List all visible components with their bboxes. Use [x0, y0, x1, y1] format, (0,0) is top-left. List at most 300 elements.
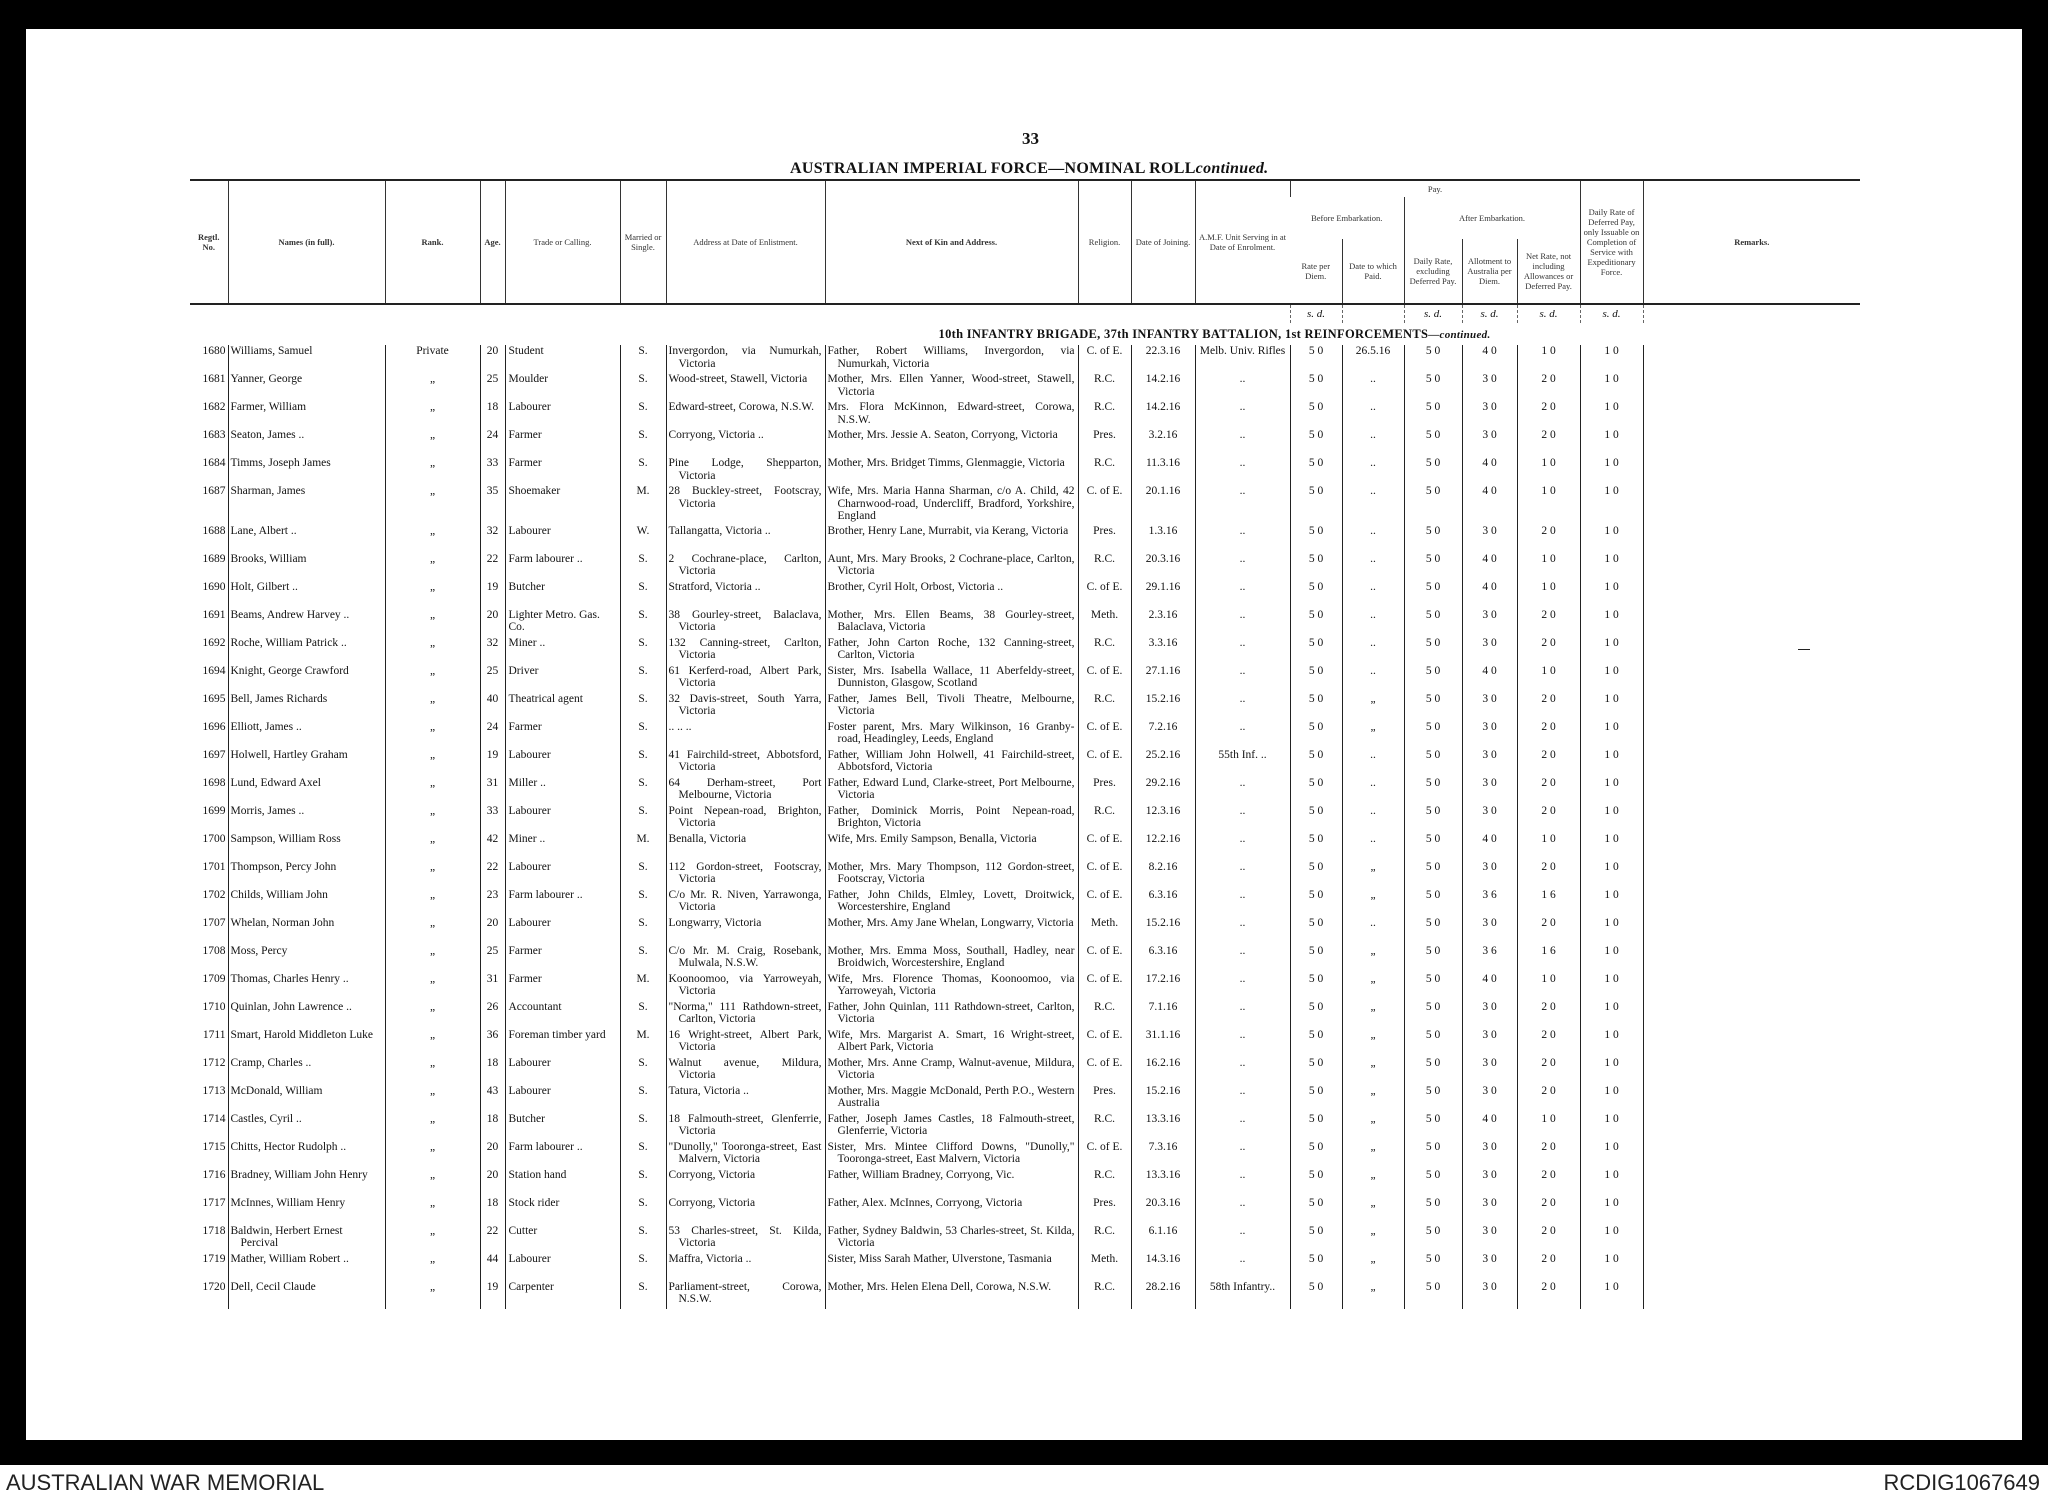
cell-date-paid: ..	[1342, 777, 1404, 805]
cell-religion: C. of E.	[1078, 861, 1131, 889]
cell-remarks	[1643, 1197, 1860, 1225]
cell-remarks	[1643, 581, 1860, 609]
cell-next-of-kin: Father, John Carton Roche, 132 Canning-street, Carlton, Victoria	[825, 637, 1078, 665]
cell-rate-per-diem: 5 0	[1290, 457, 1342, 485]
cell-religion: C. of E.	[1078, 345, 1131, 373]
header-address: Address at Date of Enlistment.	[666, 180, 825, 304]
cell-religion: Meth.	[1078, 609, 1131, 637]
table-row	[190, 973, 1860, 1001]
cell-address: .. .. ..	[666, 721, 825, 749]
cell-next-of-kin: Father, Joseph James Castles, 18 Falmouth-street, Glenferrie, Victoria	[825, 1113, 1078, 1141]
cell-address: Maffra, Victoria ..	[666, 1253, 825, 1281]
cell-rank: „	[385, 1113, 480, 1141]
cell-daily-rate: 5 0	[1404, 553, 1462, 581]
cell-daily-rate: 5 0	[1404, 693, 1462, 721]
cell-name: Seaton, James ..	[228, 429, 385, 457]
cell-religion: C. of E.	[1078, 1141, 1131, 1169]
cell-age: 18	[480, 1113, 505, 1141]
cell-trade: Student	[505, 345, 620, 373]
cell-date-paid: ..	[1342, 637, 1404, 665]
cell-religion: R.C.	[1078, 1281, 1131, 1309]
cell-date-paid: ..	[1342, 581, 1404, 609]
cell-rank: „	[385, 401, 480, 429]
cell-allotment: 3 0	[1462, 637, 1517, 665]
cell-address: Stratford, Victoria ..	[666, 581, 825, 609]
cell-trade: Labourer	[505, 1085, 620, 1113]
cell-remarks	[1643, 1001, 1860, 1029]
cell-date-paid: „	[1342, 945, 1404, 973]
cell-remarks	[1643, 777, 1860, 805]
cell-next-of-kin: Mother, Mrs. Emma Moss, Southall, Hadley, near Broidwich, Worcestershire, England	[825, 945, 1078, 973]
cell-allotment: 3 0	[1462, 721, 1517, 749]
cell-date-joining: 8.2.16	[1131, 861, 1195, 889]
cell-date-joining: 25.2.16	[1131, 749, 1195, 777]
cell-rate-per-diem: 5 0	[1290, 581, 1342, 609]
cell-religion: R.C.	[1078, 553, 1131, 581]
cell-remarks	[1643, 889, 1860, 917]
cell-address: 64 Derham-street, Port Melbourne, Victoria	[666, 777, 825, 805]
cell-trade: Butcher	[505, 581, 620, 609]
cell-deferred-rate: 1 0	[1580, 889, 1643, 917]
cell-trade: Stock rider	[505, 1197, 620, 1225]
cell-trade: Farm labourer ..	[505, 889, 620, 917]
cell-remarks	[1643, 693, 1860, 721]
cell-name: McInnes, William Henry	[228, 1197, 385, 1225]
cell-religion: Meth.	[1078, 1253, 1131, 1281]
cell-religion: C. of E.	[1078, 749, 1131, 777]
table-row	[190, 1253, 1860, 1281]
cell-name: Sampson, William Ross	[228, 833, 385, 861]
cell-net-rate: 2 0	[1517, 525, 1580, 553]
cell-regt-no: 1714	[202, 1112, 226, 1125]
cell-date-paid: ..	[1342, 749, 1404, 777]
cell-amf-unit: ..	[1195, 553, 1290, 581]
cell-regt-no: 1699	[202, 804, 226, 817]
cell-rank: „	[385, 693, 480, 721]
cell-amf-unit: ..	[1195, 429, 1290, 457]
cell-address: Walnut avenue, Mildura, Victoria	[666, 1057, 825, 1085]
cell-allotment: 3 0	[1462, 805, 1517, 833]
cell-daily-rate: 5 0	[1404, 833, 1462, 861]
cell-address: 2 Cochrane-place, Carlton, Victoria	[666, 553, 825, 581]
page-number: 33	[1022, 129, 1039, 148]
table-row	[190, 861, 1860, 889]
cell-daily-rate: 5 0	[1404, 345, 1462, 373]
cell-rank: „	[385, 525, 480, 553]
cell-date-joining: 31.1.16	[1131, 1029, 1195, 1057]
cell-allotment: 4 0	[1462, 553, 1517, 581]
cell-religion: C. of E.	[1078, 1057, 1131, 1085]
cell-name: Bradney, William John Henry	[228, 1169, 385, 1197]
unit-sd: s. d.	[1580, 304, 1643, 323]
cell-amf-unit: ..	[1195, 1169, 1290, 1197]
cell-regt-no: 1708	[202, 944, 226, 957]
cell-deferred-rate: 1 0	[1580, 1281, 1643, 1309]
table-row	[190, 525, 1860, 553]
cell-next-of-kin: Father, John Childs, Elmley, Lovett, Droitwick, Worcestershire, England	[825, 889, 1078, 917]
cell-daily-rate: 5 0	[1404, 1253, 1462, 1281]
cell-address: 32 Davis-street, South Yarra, Victoria	[666, 693, 825, 721]
cell-married-status: S.	[620, 889, 666, 917]
cell-trade: Labourer	[505, 1057, 620, 1085]
cell-married-status: S.	[620, 945, 666, 973]
cell-date-joining: 20.3.16	[1131, 1197, 1195, 1225]
cell-amf-unit: ..	[1195, 1197, 1290, 1225]
cell-rate-per-diem: 5 0	[1290, 1281, 1342, 1309]
cell-rate-per-diem: 5 0	[1290, 749, 1342, 777]
cell-rate-per-diem: 5 0	[1290, 485, 1342, 525]
cell-net-rate: 1 0	[1517, 485, 1580, 525]
cell-date-joining: 15.2.16	[1131, 917, 1195, 945]
header-amf-unit: A.M.F. Unit Serving in at Date of Enrolment.	[1195, 180, 1290, 304]
cell-allotment: 3 0	[1462, 401, 1517, 429]
cell-regt-no: 1691	[202, 608, 226, 621]
cell-regt-no: 1701	[202, 860, 226, 873]
cell-regt-no: 1715	[202, 1140, 226, 1153]
cell-rank: „	[385, 1253, 480, 1281]
cell-net-rate: 2 0	[1517, 861, 1580, 889]
cell-remarks	[1643, 1113, 1860, 1141]
cell-deferred-rate: 1 0	[1580, 401, 1643, 429]
cell-deferred-rate: 1 0	[1580, 833, 1643, 861]
cell-name: Childs, William John	[228, 889, 385, 917]
cell-rate-per-diem: 5 0	[1290, 1029, 1342, 1057]
cell-regt-no: 1718	[202, 1224, 226, 1237]
cell-deferred-rate: 1 0	[1580, 917, 1643, 945]
cell-daily-rate: 5 0	[1404, 665, 1462, 693]
cell-name: Baldwin, Herbert Ernest Percival	[228, 1225, 385, 1253]
cell-amf-unit: ..	[1195, 401, 1290, 429]
cell-amf-unit: ..	[1195, 777, 1290, 805]
cell-remarks	[1643, 485, 1860, 525]
cell-age: 42	[480, 833, 505, 861]
cell-amf-unit: ..	[1195, 945, 1290, 973]
cell-daily-rate: 5 0	[1404, 749, 1462, 777]
cell-remarks	[1643, 457, 1860, 485]
cell-rank: „	[385, 805, 480, 833]
unit-sd: s. d.	[1404, 304, 1462, 323]
cell-age: 23	[480, 889, 505, 917]
cell-regt-no: 1681	[202, 373, 226, 385]
cell-religion: R.C.	[1078, 1113, 1131, 1141]
cell-rate-per-diem: 5 0	[1290, 1197, 1342, 1225]
table-row	[190, 401, 1860, 429]
cell-regt-no: 1713	[202, 1084, 226, 1097]
cell-amf-unit: ..	[1195, 889, 1290, 917]
cell-deferred-rate: 1 0	[1580, 457, 1643, 485]
cell-religion: C. of E.	[1078, 485, 1131, 525]
cell-regt-no: 1684	[202, 457, 226, 469]
cell-rank: „	[385, 861, 480, 889]
cell-rate-per-diem: 5 0	[1290, 1085, 1342, 1113]
table-row	[190, 637, 1860, 665]
cell-net-rate: 2 0	[1517, 693, 1580, 721]
cell-trade: Lighter Metro. Gas. Co.	[505, 609, 620, 637]
cell-allotment: 3 6	[1462, 945, 1517, 973]
table-row	[190, 373, 1860, 401]
cell-rate-per-diem: 5 0	[1290, 777, 1342, 805]
cell-rank: „	[385, 485, 480, 525]
cell-amf-unit: ..	[1195, 1029, 1290, 1057]
cell-net-rate: 1 6	[1517, 889, 1580, 917]
cell-address: Corryong, Victoria	[666, 1197, 825, 1225]
cell-address: 53 Charles-street, St. Kilda, Victoria	[666, 1225, 825, 1253]
cell-allotment: 4 0	[1462, 833, 1517, 861]
cell-allotment: 3 0	[1462, 1281, 1517, 1309]
cell-next-of-kin: Mother, Mrs. Ellen Beams, 38 Gourley-street, Balaclava, Victoria	[825, 609, 1078, 637]
cell-date-paid: „	[1342, 973, 1404, 1001]
cell-amf-unit: ..	[1195, 525, 1290, 553]
cell-daily-rate: 5 0	[1404, 609, 1462, 637]
cell-address: Point Nepean-road, Brighton, Victoria	[666, 805, 825, 833]
cell-daily-rate: 5 0	[1404, 945, 1462, 973]
cell-date-joining: 14.2.16	[1131, 373, 1195, 401]
cell-rank: „	[385, 373, 480, 401]
page-title	[790, 160, 1268, 178]
cell-regt-no: 1720	[202, 1280, 226, 1293]
cell-date-joining: 14.2.16	[1131, 401, 1195, 429]
cell-age: 18	[480, 1197, 505, 1225]
cell-remarks	[1643, 861, 1860, 889]
cell-religion: R.C.	[1078, 1001, 1131, 1029]
cell-rank: „	[385, 917, 480, 945]
cell-rate-per-diem: 5 0	[1290, 917, 1342, 945]
cell-rank: „	[385, 1197, 480, 1225]
cell-name: Elliott, James ..	[228, 721, 385, 749]
cell-trade: Carpenter	[505, 1281, 620, 1309]
cell-name: Farmer, William	[228, 401, 385, 429]
cell-religion: C. of E.	[1078, 581, 1131, 609]
cell-age: 25	[480, 945, 505, 973]
cell-date-paid: ..	[1342, 485, 1404, 525]
cell-date-joining: 13.3.16	[1131, 1169, 1195, 1197]
cell-remarks	[1643, 553, 1860, 581]
cell-allotment: 4 0	[1462, 345, 1517, 373]
header-trade: Trade or Calling.	[505, 180, 620, 304]
cell-deferred-rate: 1 0	[1580, 1001, 1643, 1029]
header-date-paid: Date to which Paid.	[1342, 239, 1404, 304]
cell-religion: Pres.	[1078, 777, 1131, 805]
cell-allotment: 3 0	[1462, 1169, 1517, 1197]
cell-address: C/o Mr. R. Niven, Yarrawonga, Victoria	[666, 889, 825, 917]
table-row	[190, 1141, 1860, 1169]
cell-rank: „	[385, 777, 480, 805]
cell-address: Invergordon, via Numurkah, Victoria	[666, 345, 825, 373]
cell-date-paid: 26.5.16	[1342, 345, 1404, 373]
cell-date-joining: 7.2.16	[1131, 721, 1195, 749]
cell-rank: „	[385, 1085, 480, 1113]
cell-daily-rate: 5 0	[1404, 889, 1462, 917]
cell-married-status: S.	[620, 553, 666, 581]
cell-rate-per-diem: 5 0	[1290, 1113, 1342, 1141]
cell-net-rate: 1 0	[1517, 581, 1580, 609]
cell-name: Bell, James Richards	[228, 693, 385, 721]
cell-net-rate: 2 0	[1517, 1281, 1580, 1309]
cell-regt-no: 1712	[202, 1056, 226, 1069]
cell-married-status: S.	[620, 721, 666, 749]
cell-allotment: 4 0	[1462, 485, 1517, 525]
cell-trade: Accountant	[505, 1001, 620, 1029]
cell-next-of-kin: Father, Edward Lund, Clarke-street, Port Melbourne, Victoria	[825, 777, 1078, 805]
cell-regt-no: 1697	[202, 748, 226, 761]
cell-amf-unit: ..	[1195, 917, 1290, 945]
cell-rank: „	[385, 1001, 480, 1029]
cell-date-paid: „	[1342, 1197, 1404, 1225]
cell-deferred-rate: 1 0	[1580, 1253, 1643, 1281]
cell-allotment: 3 0	[1462, 693, 1517, 721]
cell-married-status: W.	[620, 525, 666, 553]
table-row	[190, 917, 1860, 945]
cell-remarks	[1643, 401, 1860, 429]
cell-daily-rate: 5 0	[1404, 861, 1462, 889]
cell-married-status: S.	[620, 1141, 666, 1169]
header-before-embarkation: Before Embarkation.	[1311, 213, 1383, 223]
cell-married-status: M.	[620, 1029, 666, 1057]
cell-deferred-rate: 1 0	[1580, 581, 1643, 609]
cell-regt-no: 1695	[202, 692, 226, 705]
cell-next-of-kin: Wife, Mrs. Emily Sampson, Benalla, Victoria	[825, 833, 1078, 861]
table-row	[190, 1057, 1860, 1085]
cell-next-of-kin: Father, Robert Williams, Invergordon, via Numurkah, Victoria	[825, 345, 1078, 373]
cell-deferred-rate: 1 0	[1580, 749, 1643, 777]
cell-religion: R.C.	[1078, 1169, 1131, 1197]
cell-address: Longwarry, Victoria	[666, 917, 825, 945]
cell-address: "Norma," 111 Rathdown-street, Carlton, Victoria	[666, 1001, 825, 1029]
nominal-roll-table	[190, 179, 1860, 1309]
unit-sd: s. d.	[1517, 304, 1580, 323]
cell-net-rate: 1 0	[1517, 1113, 1580, 1141]
table-row	[190, 609, 1860, 637]
cell-trade: Miner ..	[505, 833, 620, 861]
cell-deferred-rate: 1 0	[1580, 805, 1643, 833]
cell-net-rate: 2 0	[1517, 749, 1580, 777]
cell-address: Corryong, Victoria ..	[666, 429, 825, 457]
cell-name: Quinlan, John Lawrence ..	[228, 1001, 385, 1029]
cell-remarks	[1643, 429, 1860, 457]
cell-rank: „	[385, 749, 480, 777]
cell-trade: Butcher	[505, 1113, 620, 1141]
cell-date-paid: ..	[1342, 609, 1404, 637]
cell-remarks	[1643, 1281, 1860, 1309]
cell-married-status: S.	[620, 429, 666, 457]
cell-age: 19	[480, 749, 505, 777]
cell-rate-per-diem: 5 0	[1290, 1057, 1342, 1085]
cell-date-paid: „	[1342, 721, 1404, 749]
cell-date-joining: 1.3.16	[1131, 525, 1195, 553]
cell-next-of-kin: Brother, Cyril Holt, Orbost, Victoria ..	[825, 581, 1078, 609]
cell-age: 24	[480, 721, 505, 749]
table-body	[190, 345, 1860, 1309]
cell-trade: Shoemaker	[505, 485, 620, 525]
cell-date-paid: ..	[1342, 373, 1404, 401]
cell-net-rate: 1 0	[1517, 345, 1580, 373]
cell-net-rate: 1 0	[1517, 457, 1580, 485]
cell-daily-rate: 5 0	[1404, 805, 1462, 833]
cell-next-of-kin: Sister, Mrs. Isabella Wallace, 11 Aberfeldy-street, Dunniston, Glasgow, Scotland	[825, 665, 1078, 693]
cell-religion: C. of E.	[1078, 973, 1131, 1001]
cell-age: 44	[480, 1253, 505, 1281]
cell-address: 112 Gordon-street, Footscray, Victoria	[666, 861, 825, 889]
cell-amf-unit: ..	[1195, 457, 1290, 485]
cell-age: 18	[480, 401, 505, 429]
cell-next-of-kin: Mother, Mrs. Anne Cramp, Walnut-avenue, Mildura, Victoria	[825, 1057, 1078, 1085]
cell-amf-unit: ..	[1195, 637, 1290, 665]
cell-regt-no: 1707	[202, 916, 226, 929]
cell-date-joining: 28.2.16	[1131, 1281, 1195, 1309]
cell-rank: „	[385, 1169, 480, 1197]
cell-age: 25	[480, 665, 505, 693]
cell-trade: Station hand	[505, 1169, 620, 1197]
cell-rank: „	[385, 609, 480, 637]
cell-rate-per-diem: 5 0	[1290, 861, 1342, 889]
cell-daily-rate: 5 0	[1404, 429, 1462, 457]
footer-bar	[0, 1465, 2048, 1501]
cell-age: 22	[480, 861, 505, 889]
table-row	[190, 721, 1860, 749]
cell-remarks	[1643, 373, 1860, 401]
cell-allotment: 3 0	[1462, 777, 1517, 805]
cell-amf-unit: ..	[1195, 861, 1290, 889]
cell-rate-per-diem: 5 0	[1290, 973, 1342, 1001]
cell-married-status: S.	[620, 665, 666, 693]
cell-age: 20	[480, 609, 505, 637]
cell-regt-no: 1690	[202, 580, 226, 593]
cell-address: Benalla, Victoria	[666, 833, 825, 861]
cell-next-of-kin: Father, Dominick Morris, Point Nepean-road, Brighton, Victoria	[825, 805, 1078, 833]
table-row	[190, 457, 1860, 485]
cell-address: Corryong, Victoria	[666, 1169, 825, 1197]
cell-daily-rate: 5 0	[1404, 777, 1462, 805]
cell-address: 38 Gourley-street, Balaclava, Victoria	[666, 609, 825, 637]
cell-regt-no: 1689	[202, 552, 226, 565]
cell-married-status: S.	[620, 749, 666, 777]
cell-regt-no: 1711	[202, 1028, 226, 1041]
cell-rank: „	[385, 429, 480, 457]
header-daily-rate: Daily Rate, excluding Deferred Pay.	[1404, 239, 1462, 304]
cell-rank: „	[385, 665, 480, 693]
cell-name: Moss, Percy	[228, 945, 385, 973]
cell-deferred-rate: 1 0	[1580, 373, 1643, 401]
cell-deferred-rate: 1 0	[1580, 345, 1643, 373]
cell-address: 18 Falmouth-street, Glenferrie, Victoria	[666, 1113, 825, 1141]
cell-remarks	[1643, 1141, 1860, 1169]
cell-allotment: 3 0	[1462, 1225, 1517, 1253]
cell-daily-rate: 5 0	[1404, 1225, 1462, 1253]
cell-religion: Pres.	[1078, 1085, 1131, 1113]
cell-date-joining: 13.3.16	[1131, 1113, 1195, 1141]
cell-date-paid: ..	[1342, 525, 1404, 553]
cell-date-paid: ..	[1342, 917, 1404, 945]
cell-married-status: S.	[620, 581, 666, 609]
cell-amf-unit: 58th Infantry..	[1195, 1281, 1290, 1309]
cell-next-of-kin: Father, William Bradney, Corryong, Vic.	[825, 1169, 1078, 1197]
header-after-embarkation: After Embarkation.	[1404, 197, 1580, 239]
cell-religion: C. of E.	[1078, 833, 1131, 861]
cell-regt-no: 1694	[202, 664, 226, 677]
cell-trade: Farm labourer ..	[505, 553, 620, 581]
cell-address: C/o Mr. M. Craig, Rosebank, Mulwala, N.S.W.	[666, 945, 825, 973]
cell-date-paid: „	[1342, 861, 1404, 889]
header-names: Names (in full).	[228, 180, 385, 304]
cell-trade: Farmer	[505, 945, 620, 973]
table-row	[190, 1281, 1860, 1309]
cell-net-rate: 1 0	[1517, 553, 1580, 581]
cell-net-rate: 2 0	[1517, 609, 1580, 637]
table-row	[190, 1113, 1860, 1141]
cell-name: Roche, William Patrick ..	[228, 637, 385, 665]
cell-rate-per-diem: 5 0	[1290, 1169, 1342, 1197]
cell-allotment: 3 0	[1462, 429, 1517, 457]
